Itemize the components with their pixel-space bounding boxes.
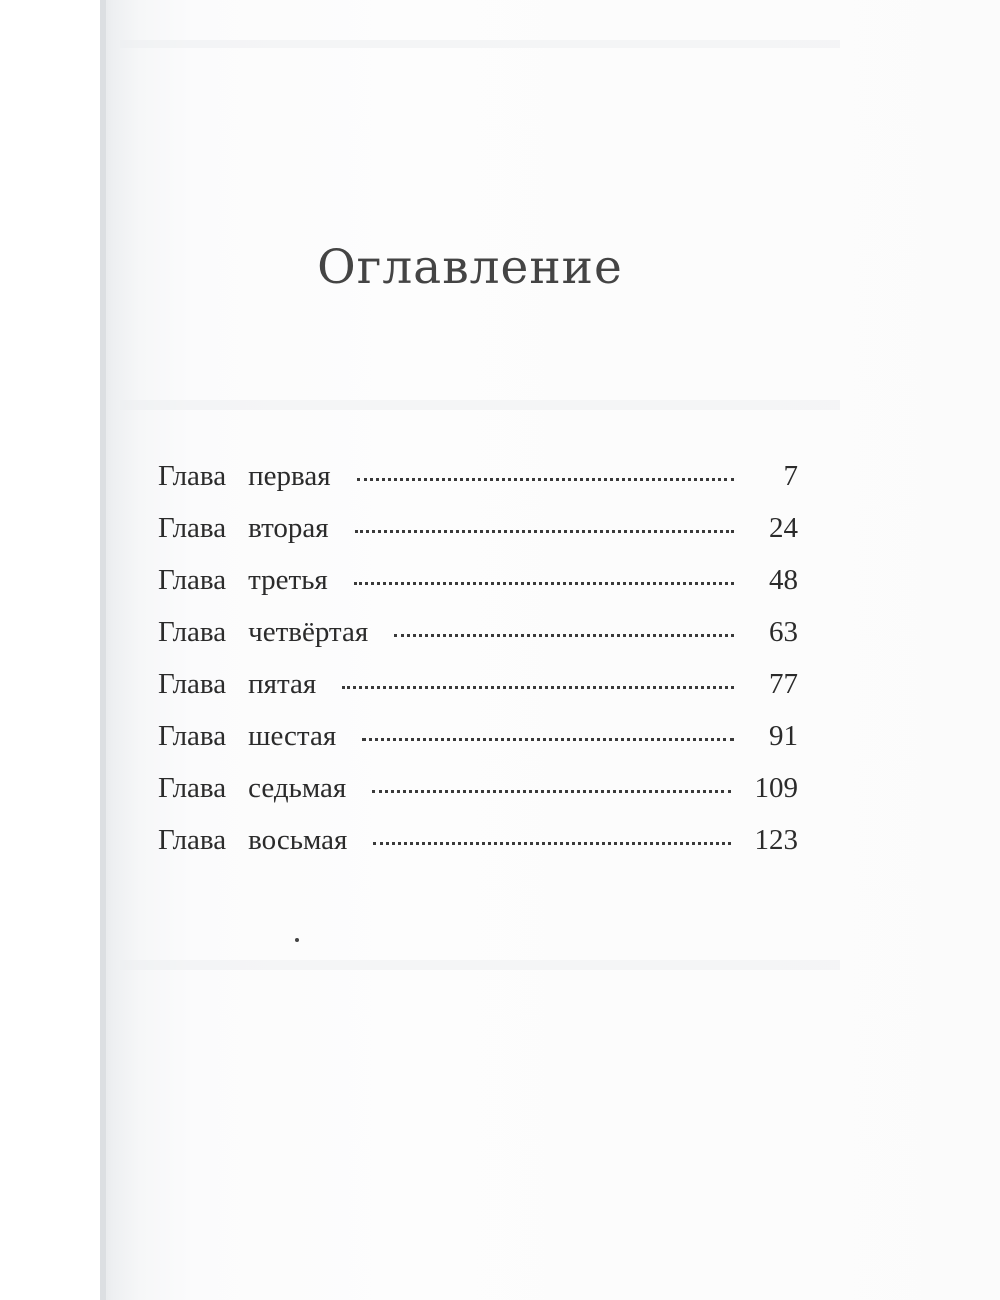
toc-entry-page: 91 bbox=[769, 720, 798, 752]
toc-entry bbox=[158, 824, 798, 876]
toc-entry-page: 77 bbox=[769, 668, 798, 700]
show-through-shadow bbox=[120, 400, 840, 410]
toc-entry bbox=[158, 772, 798, 824]
toc-entry-title: пятая bbox=[248, 668, 317, 700]
toc-entry-page: 63 bbox=[769, 616, 798, 648]
toc-entry-label: Глава bbox=[158, 668, 227, 700]
toc-entry-label: Глава bbox=[158, 564, 227, 596]
dot-leader bbox=[373, 842, 730, 845]
toc-entry-page: 123 bbox=[754, 824, 798, 856]
toc-entry-title: восьмая bbox=[248, 824, 348, 856]
toc-entry bbox=[158, 564, 798, 616]
toc-entry-page: 109 bbox=[754, 772, 798, 804]
toc-entry-title: четвёртая bbox=[248, 616, 369, 648]
toc-entry bbox=[158, 720, 798, 772]
toc-entry bbox=[158, 460, 798, 512]
show-through-shadow bbox=[120, 960, 840, 970]
toc-entry-label: Глава bbox=[158, 824, 227, 856]
table-of-contents bbox=[158, 460, 798, 876]
toc-entry bbox=[158, 668, 798, 720]
toc-entry bbox=[158, 616, 798, 668]
dot-leader bbox=[342, 686, 734, 689]
show-through-shadow bbox=[120, 40, 840, 48]
toc-entry-label: Глава bbox=[158, 772, 227, 804]
toc-entry bbox=[158, 512, 798, 564]
toc-entry-label: Глава bbox=[158, 720, 227, 752]
toc-entry-page: 7 bbox=[783, 460, 798, 492]
dot-leader bbox=[362, 738, 734, 741]
toc-entry-label: Глава bbox=[158, 512, 227, 544]
toc-entry-page: 24 bbox=[769, 512, 798, 544]
dot-leader bbox=[355, 530, 734, 533]
toc-entry-title: седьмая bbox=[248, 772, 347, 804]
ink-speck bbox=[295, 938, 299, 942]
toc-entry-title: третья bbox=[248, 564, 328, 596]
dot-leader bbox=[357, 478, 734, 481]
toc-entry-label: Глава bbox=[158, 616, 227, 648]
toc-entry-title: вторая bbox=[248, 512, 329, 544]
dot-leader bbox=[372, 790, 730, 793]
dot-leader bbox=[354, 582, 734, 585]
toc-entry-title: шестая bbox=[248, 720, 337, 752]
toc-entry-page: 48 bbox=[769, 564, 798, 596]
dot-leader bbox=[394, 634, 734, 637]
toc-entry-title: первая bbox=[248, 460, 331, 492]
page-title: Оглавление bbox=[317, 240, 623, 295]
toc-entry-label: Глава bbox=[158, 460, 227, 492]
